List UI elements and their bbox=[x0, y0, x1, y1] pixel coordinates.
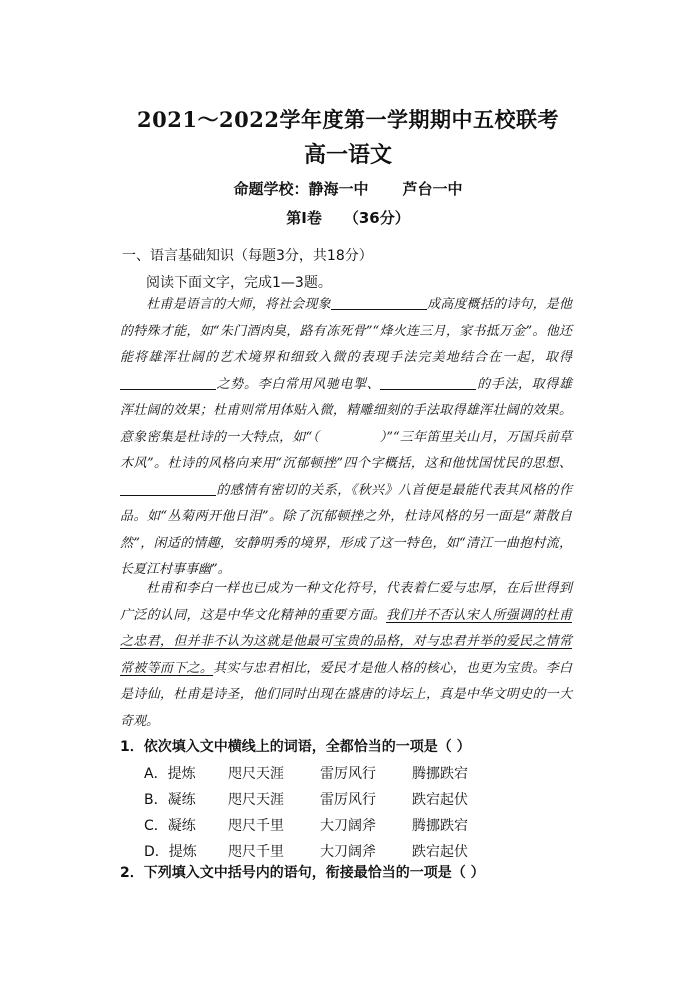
school-b: 芦台一中 bbox=[402, 180, 463, 198]
underlined-sentence: 我们并不否认宋人所强调的杜甫之忠君，但并非不认为这就是他最可宝贵的品格，对与忠君并举的爱民之情常常被等而下之。 bbox=[120, 607, 572, 676]
schools-label: 命题学校： bbox=[233, 180, 309, 198]
passage-paragraph-1: 杜甫是语言的大师，将社会现象 成高度概括的诗句，是他的特殊才能，如“朱门酒肉臭，路有冻死骨”“烽火连三月，家书抵万金”。他还能将雄浑壮阔的艺术境界和细致入微的表现手法完美地结合在一起，取得之势。李白常用风驰电掣、 的手法，取得雄浑壮阔的效果；杜甫则常用体贴入微，精雕细刻的手法取得雄浑壮阔的效果。意象密集是杜诗的一大特点，如“（ ）”“三年笛里关山月，万国兵前草木风”。杜诗的风格向来用“沉郁顿挫”四个字概括，这和他忧国忧民的思想、的感情有密切的关系，《秋兴》八首便是最能代表其风格的作品。如“丛菊两开他日泪”。除了沉郁顿挫之外，杜诗风格的另一面是“萧散自然”，闲适的情趣，安静明秀的境界，形成了这一特色，如“清江一曲抱村流，长夏江村事事幽”。 bbox=[120, 297, 572, 577]
bracket-blank bbox=[319, 425, 379, 452]
question-1: 1．依次填入文中横线上的词语，全都恰当的一项是（ ） bbox=[120, 739, 471, 755]
exam-title: 2021～2022学年度第一学期期中五校联考 bbox=[137, 107, 559, 132]
school-a: 静海一中 bbox=[308, 180, 369, 198]
answer-blank-1 bbox=[331, 295, 427, 310]
option-b[interactable]: B．凝练 咫尺天涯 雷厉风行 跌宕起伏 bbox=[144, 792, 468, 808]
setter-schools bbox=[0, 178, 696, 199]
subject-title: 高一语文 bbox=[303, 142, 392, 168]
question-2: 2．下列填入文中括号内的语句，衔接最恰当的一项是（ ） bbox=[120, 865, 485, 881]
volume-label: 第Ⅰ卷 bbox=[286, 209, 322, 227]
reading-instruction: 阅读下面文字，完成1—3题。 bbox=[146, 275, 332, 291]
section-heading: 一、语言基础知识（每题3分，共18分） bbox=[122, 248, 373, 264]
answer-blank-4 bbox=[120, 481, 216, 496]
answer-blank-3 bbox=[380, 375, 476, 390]
answer-blank-2 bbox=[120, 375, 216, 390]
volume-heading bbox=[0, 207, 696, 228]
option-c[interactable]: C．凝练 咫尺千里 大刀阔斧 腾挪跌宕 bbox=[144, 818, 468, 834]
volume-score: （36分） bbox=[343, 209, 410, 227]
option-a[interactable]: A．提炼 咫尺天涯 雷厉风行 腾挪跌宕 bbox=[144, 766, 468, 782]
passage-paragraph-2: 杜甫和李白一样也已成为一种文化符号，代表着仁爱与忠厚，在后世得到广泛的认同，这是中华文化精神的重要方面。我们并不否认宋人所强调的杜甫之忠君，但并非不认为这就是他最可宝贵的品格，对与忠君并举的爱民之情常常被等而下之。其实与忠君相比，爱民才是他人格的核心，也更为宝贵。李白是诗仙，杜甫是诗圣，他们同时出现在盛唐的诗坛上，真是中华文明史的一大奇观。 bbox=[120, 581, 572, 729]
option-d[interactable]: D．提炼 咫尺千里 大刀阔斧 跌宕起伏 bbox=[144, 844, 468, 860]
